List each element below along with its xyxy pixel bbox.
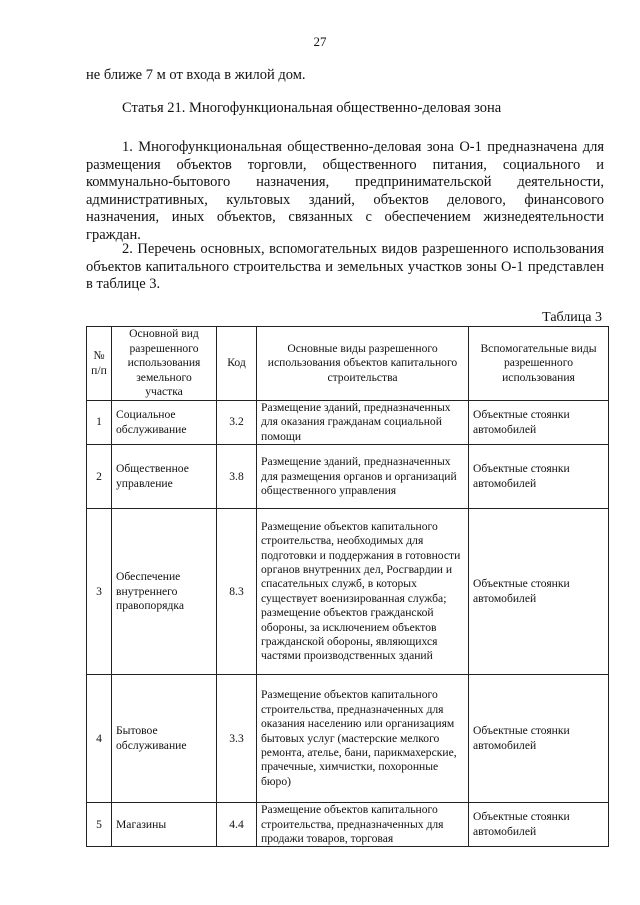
paragraph-1: 1. Многофункциональная общественно-деловая зона О-1 предназначена для размещения объектов торговли, общественного питания, социального и коммунально-бытового назначения, предпринимательской деятельности, административных, культовых зданий, объектов делового, финансового назначения, иных объектов, связанных с обеспечением жизнедеятельности граждан.: [86, 139, 604, 243]
row-code: 8.3: [217, 509, 257, 675]
header-main-uses: Основные виды разрешенного использования объектов капитального строительства: [257, 327, 469, 401]
page-number: 27: [313, 34, 327, 49]
row-aux-uses: Объектные стоянки автомобилей: [469, 803, 609, 847]
table-header-row: [87, 327, 609, 401]
row-code: 3.2: [217, 401, 257, 445]
table-row: [87, 675, 609, 803]
article-title: Статья 21. Многофункциональная общественно-деловая зона: [122, 100, 502, 116]
table-row: [87, 445, 609, 509]
header-aux-uses: Вспомогательные виды разрешенного использования: [469, 327, 609, 401]
row-num: 4: [87, 675, 112, 803]
row-main-uses: Размещение зданий, предназначенных для оказания гражданам социальной помощи: [257, 401, 469, 445]
row-num: 3: [87, 509, 112, 675]
land-use-table: [86, 326, 609, 847]
row-aux-uses: Объектные стоянки автомобилей: [469, 445, 609, 509]
row-kind: Бытовое обслуживание: [112, 675, 217, 803]
row-aux-uses: Объектные стоянки автомобилей: [469, 675, 609, 803]
row-num: 2: [87, 445, 112, 509]
table-row: [87, 509, 609, 675]
row-kind: Магазины: [112, 803, 217, 847]
row-kind: Социальное обслуживание: [112, 401, 217, 445]
row-main-uses: Размещение зданий, предназначенных для размещения органов и организаций общественного управления: [257, 445, 469, 509]
row-kind: Общественное управление: [112, 445, 217, 509]
row-code: 3.8: [217, 445, 257, 509]
row-main-uses: Размещение объектов капитального строительства, предназначенных для оказания населению или организациям бытовых услуг (мастерские мелкого ремонта, ателье, бани, парикмахерские, прачечные, химчистки, похоронные бюро): [257, 675, 469, 803]
table-row: [87, 803, 609, 847]
row-aux-uses: Объектные стоянки автомобилей: [469, 401, 609, 445]
table-row: [87, 401, 609, 445]
table-caption: Таблица 3: [542, 310, 602, 325]
row-main-uses: Размещение объектов капитального строительства, предназначенных для продажи товаров, торговая: [257, 803, 469, 847]
row-code: 4.4: [217, 803, 257, 847]
row-code: 3.3: [217, 675, 257, 803]
row-aux-uses: Объектные стоянки автомобилей: [469, 509, 609, 675]
row-num: 1: [87, 401, 112, 445]
header-code: Код: [217, 327, 257, 401]
continued-text-line: не ближе 7 м от входа в жилой дом.: [86, 67, 306, 83]
row-kind: Обеспечение внутреннего правопорядка: [112, 509, 217, 675]
row-num: 5: [87, 803, 112, 847]
header-main-kind: Основной вид разрешенного использования земельного участка: [112, 327, 217, 401]
paragraph-2: 2. Перечень основных, вспомогательных видов разрешенного использования объектов капитального строительства и земельных участков зоны О-1 представлен в таблице 3.: [86, 241, 604, 293]
row-main-uses: Размещение объектов капитального строительства, необходимых для подготовки и поддержания в готовности органов внутренних дел, Росгвардии и спасательных служб, в которых существует военизированная служба; размещение объектов гражданской обороны, за исключением объектов гражданской обороны, являющихся частями производственных зданий: [257, 509, 469, 675]
header-num: № п/п: [87, 327, 112, 401]
